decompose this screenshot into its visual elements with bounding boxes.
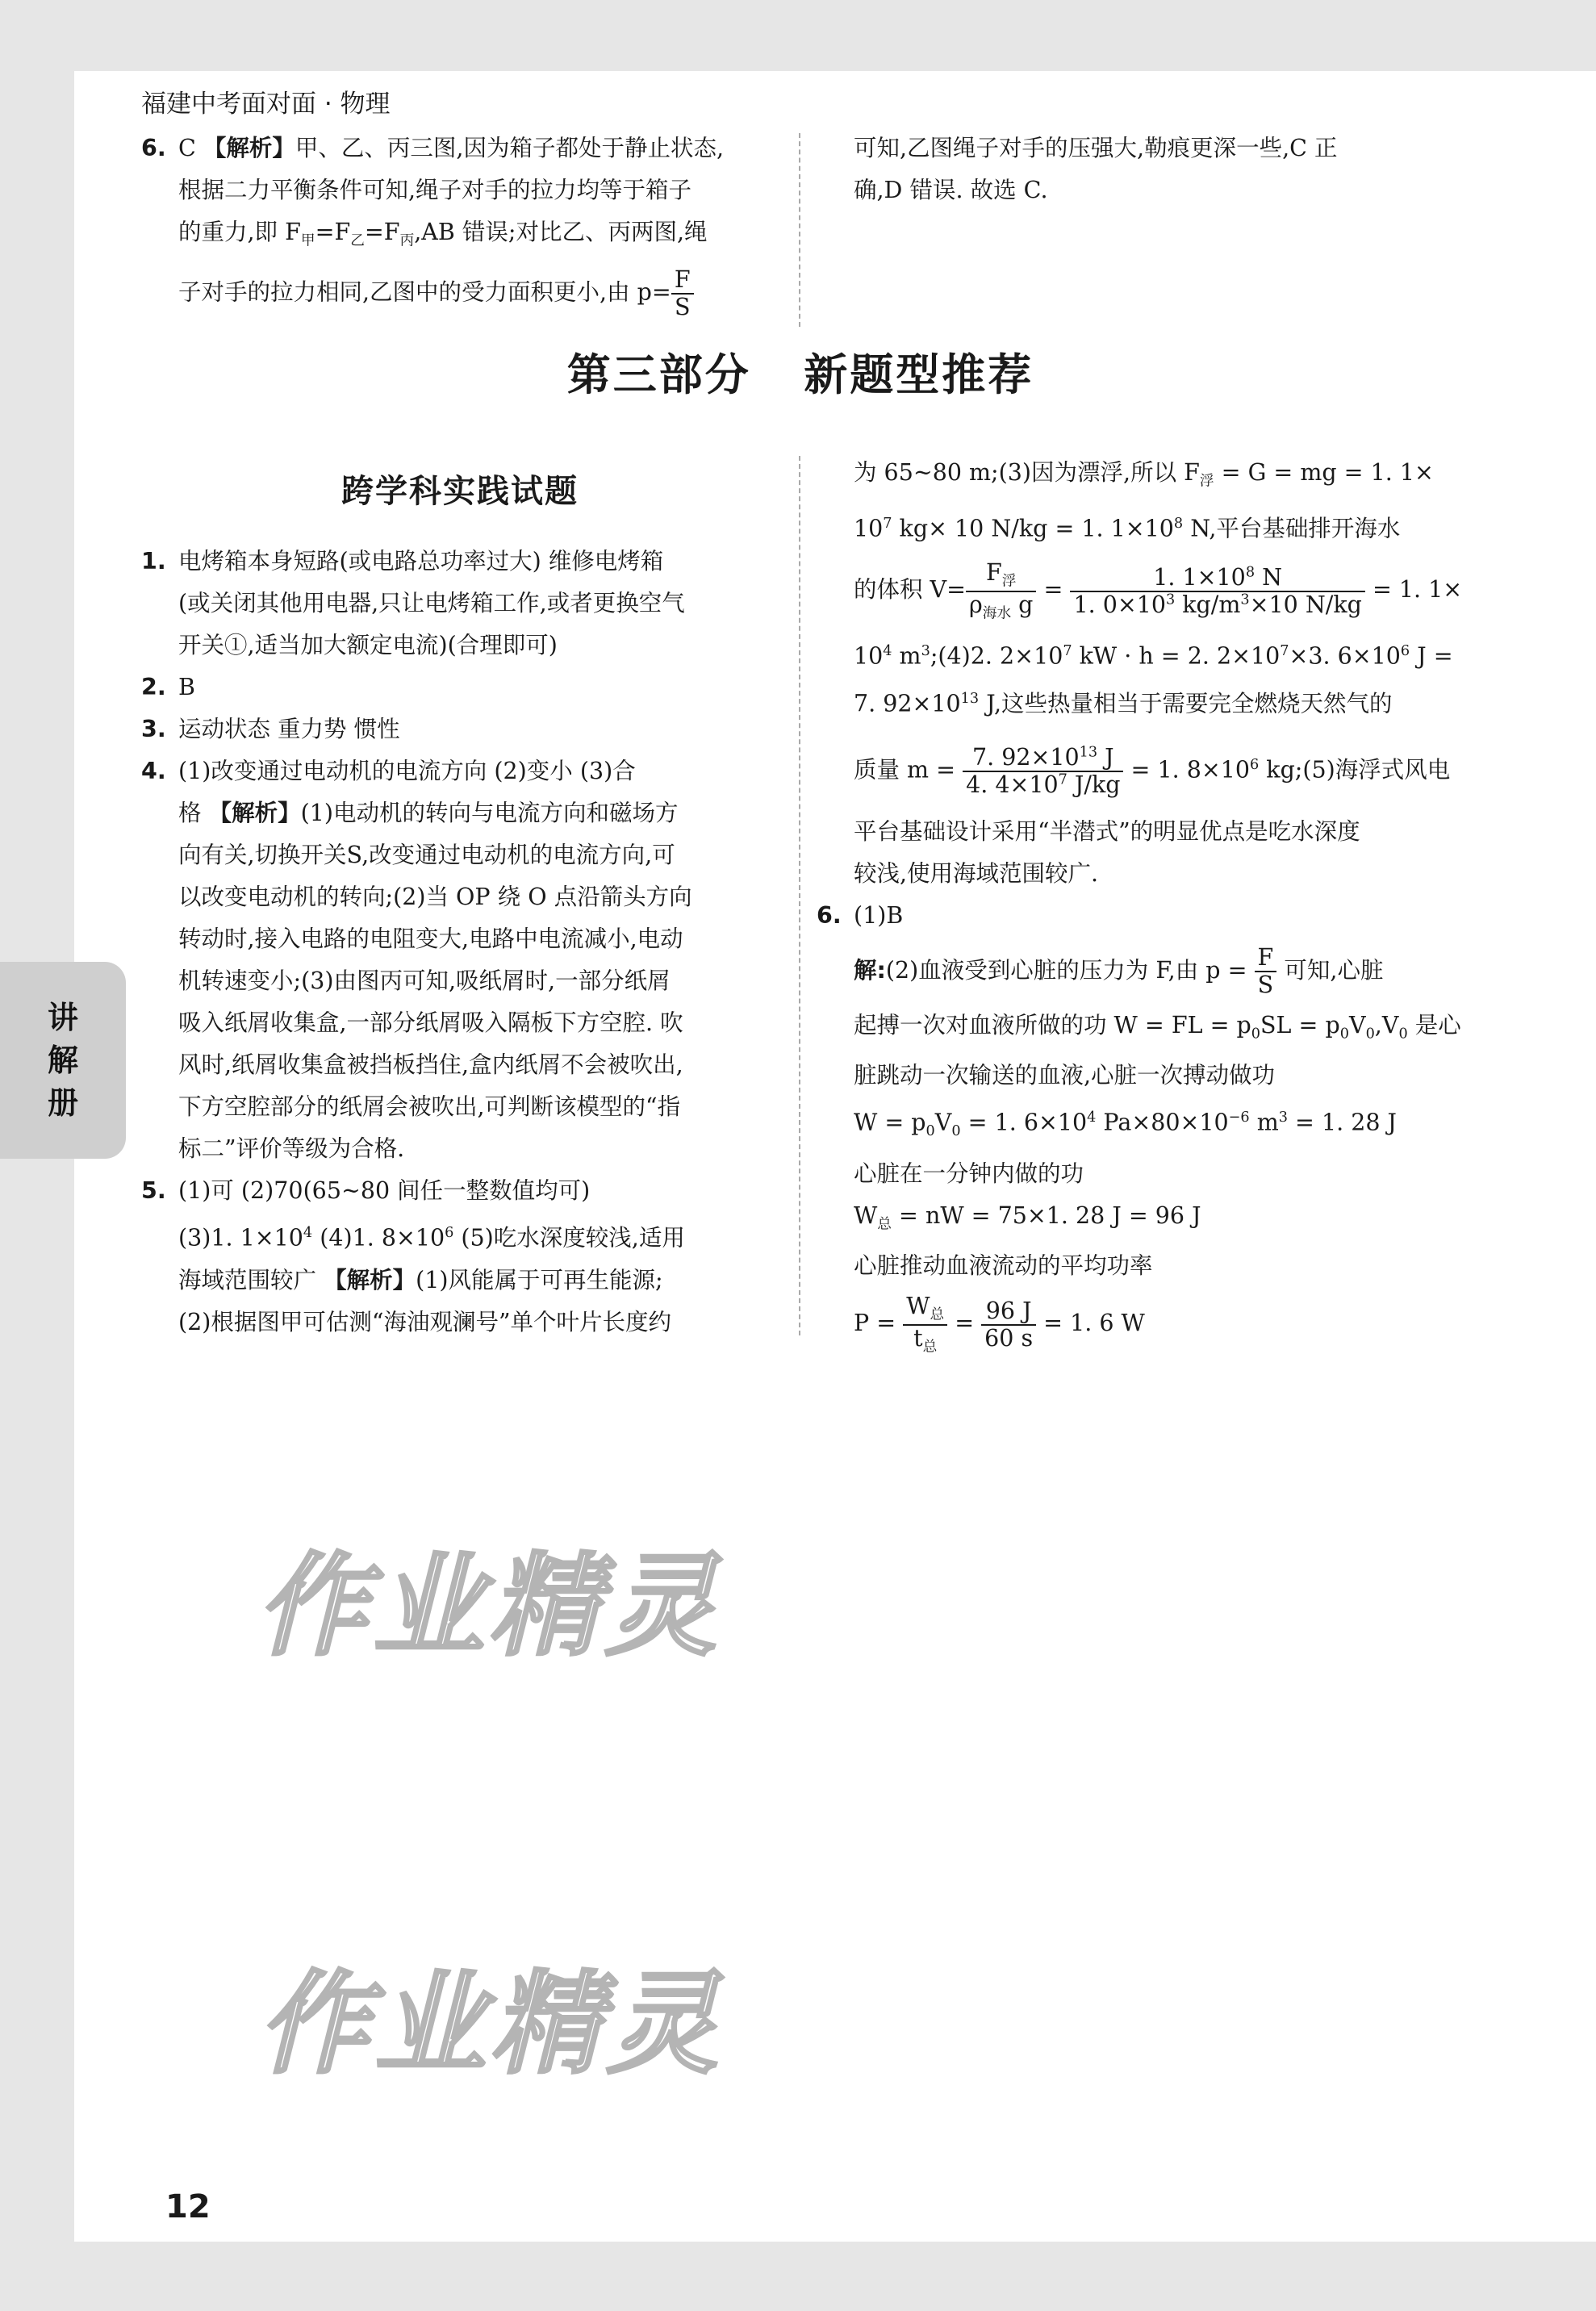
left-column <box>141 541 787 1344</box>
fraction: $\frac{W_总}{t_总}$ <box>903 1293 947 1356</box>
answer-line: (2)根据图甲可估测“海油观澜号”单个叶片长度约 <box>178 1308 672 1335</box>
answer-line: 3. 运动状态 重力势 惯性 <box>141 716 400 742</box>
top-right-column <box>854 127 1467 211</box>
part-title: 第三部分 新题型推荐 <box>566 349 1034 400</box>
answer-line: 7. $92\times 10^{13}$ J,这些热量相当于需要完全燃烧天然气的 <box>854 690 1393 717</box>
side-tab <box>0 962 126 1159</box>
answer-line: 转动时,接入电路的电阻变大,电路中电流减小,电动 <box>178 926 683 952</box>
side-tab-char: 讲 <box>47 999 78 1035</box>
answer-line: P = $\frac{W_总}{t_总}$ = $\frac{96 J}{60 s}$ = 1. 6 W <box>854 1293 1145 1356</box>
answer-line: 较浅,使用海域范围较广. <box>854 859 1099 887</box>
answer-line: 心脏在一分钟内做的功 <box>854 1160 1084 1187</box>
fraction: $\frac{F_浮}{\rho_{海水} g}$ <box>966 560 1036 622</box>
answer-line: $W = p_0V_0 = 1$. $6\times 10^4$ $Pa\times 80\times 10^{-6}$ $m^3 = 1$. 28 J <box>854 1109 1397 1140</box>
answer-line: 5. (1)可 (2)70(65~80 间任一整数值均可) <box>141 1177 591 1204</box>
answer-line: $10^4$ $m^3;(4)2$. $2\times 10^7$ kW · h = 2. $2\times 10^7\times 3$. $6\times 10^6$ J = <box>854 642 1453 670</box>
answer-line: 吸入纸屑收集盒,一部分纸屑吸入隔板下方空腔. 吹 <box>178 1009 683 1036</box>
answer-line: 1. 电烤箱本身短路(或电路总功率过大) 维修电烤箱 <box>141 548 664 575</box>
fraction: $\frac{F}{S}$ <box>1255 945 1277 998</box>
answer-line: 子对手的拉力相同,乙图中的受力面积更小,由 p= $\frac{F}{S}$ <box>141 267 787 320</box>
answer-line: 平台基础设计采用“半潜式”的明显优点是吃水深度 <box>854 817 1360 845</box>
answer-line: $10^7$ kg× 10 N/kg = 1. $1\times 10^8$ N,平台基础排开海水 <box>854 515 1401 542</box>
answer-line: 解:(2)血液受到心脏的压力为 F,由 p = $\frac{F}{S}$ 可知,心脏 <box>854 944 1384 999</box>
answer-line: 质量 m = $\frac{7. 92\times 10^{13} J}{4. 4\times 10^7 J/kg}$ = 1. $8\times 10^6$ kg;(5)海浮式风电 <box>854 744 1451 799</box>
running-header: 福建中考面对面 · 物理 <box>141 90 391 119</box>
fraction: $\frac{7. 92\times 10^{13} J}{4. 4\times 10^7 J/kg}$ <box>963 745 1123 798</box>
top-left-column <box>141 127 787 320</box>
answer-line: 6. (1)B <box>817 901 904 929</box>
column-divider <box>799 456 800 1335</box>
answer-line: 开关①,适当加大额定电流)(合理即可) <box>178 632 558 658</box>
answer-line: 的重力,即 $F_甲=F_乙=F_丙,AB$ 错误;对比乙、丙两图,绳 <box>178 219 708 249</box>
answer-line: 4. (1)改变通过电动机的电流方向 (2)变小 (3)合 <box>141 758 636 784</box>
answer-line: 标二”评价等级为合格. <box>178 1135 405 1162</box>
answer-line: 向有关,切换开关S,改变通过电动机的电流方向,可 <box>178 842 675 868</box>
answer-line: 2. B <box>141 674 195 700</box>
answer-line: 格 【解析】(1)电动机的转向与电流方向和磁场方 <box>178 800 679 826</box>
column-divider <box>799 133 800 327</box>
watermark: 作业精灵 <box>257 1541 722 1671</box>
answer-line: 脏跳动一次输送的血液,心脏一次搏动做功 <box>854 1062 1276 1089</box>
answer-line: (3)1. $1\times 10^4$ (4)1. $8\times 10^6$ (5)吃水深度较浅,适用 <box>178 1224 685 1252</box>
side-tab-char: 解 <box>47 1042 78 1078</box>
answer-line: 为 65~80 m;(3)因为漂浮,所以 $F_浮 = G$ = mg = 1. 1× <box>854 459 1434 490</box>
answer-line: 起搏一次对血液所做的功 W = FL = $p_0SL = p_0V_0,V_0$ 是心 <box>854 1011 1461 1043</box>
answer-line: 风时,纸屑收集盒被挡板挡住,盒内纸屑不会被吹出, <box>178 1051 683 1078</box>
answer-line: 下方空腔部分的纸屑会被吹出,可判断该模型的“指 <box>178 1093 681 1120</box>
right-column <box>817 452 1467 1360</box>
answer-line: 心脏推动血液流动的平均功率 <box>854 1252 1153 1280</box>
fraction: $\frac{F}{S}$ <box>671 267 694 320</box>
answer-line: 可知,乙图绳子对手的压强大,勒痕更深一些,C 正 <box>854 135 1338 161</box>
fraction: $\frac{96 J}{60 s}$ <box>981 1298 1036 1352</box>
section-title: 跨学科实践试题 <box>341 473 579 510</box>
watermark: 作业精灵 <box>258 1959 724 2089</box>
page-number: 12 <box>165 2188 211 2225</box>
answer-line: 确,D 错误. 故选 C. <box>854 177 1048 203</box>
answer-line: (或关闭其他用电器,只让电烤箱工作,或者更换空气 <box>178 590 685 616</box>
answer-line: $W_总$ = nW = 75×1. 28 J = 96 J <box>854 1201 1201 1233</box>
answer-line: 根据二力平衡条件可知,绳子对手的拉力均等于箱子 <box>178 177 692 203</box>
side-tab-char: 册 <box>47 1084 78 1121</box>
answer-line: 以改变电动机的转向;(2)当 OP 绕 O 点沿箭头方向 <box>178 884 692 910</box>
answer-line: 机转速变小;(3)由图丙可知,吸纸屑时,一部分纸屑 <box>178 967 671 994</box>
fraction: $\frac{1. 1\times 10^8 N}{1. 0\times 10^3 kg/m^3\times 10 N/kg}$ <box>1070 565 1364 618</box>
answer-line: 的体积 V= $\frac{F_浮}{\rho_{海水} g}$ = $\frac{1. 1\times 10^8 N}{1. 0\times 10^3 kg/m^3\times 10 N/kg}$ = 1. 1× <box>854 559 1463 622</box>
answer-line: 6. C 【解析】甲、乙、丙三图,因为箱子都处于静止状态, <box>141 135 725 161</box>
answer-line: 海域范围较广 【解析】(1)风能属于可再生能源; <box>178 1266 663 1293</box>
